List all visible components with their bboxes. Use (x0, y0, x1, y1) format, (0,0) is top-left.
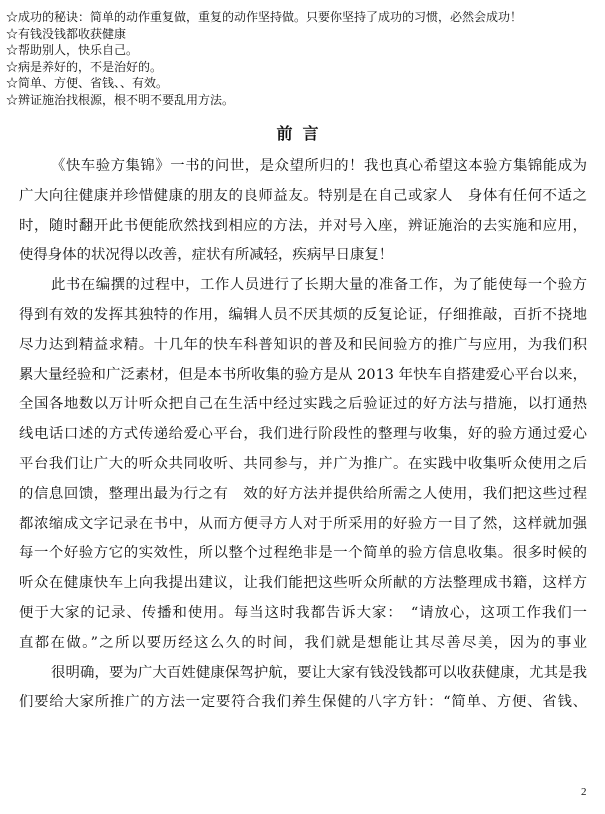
preface-body (19, 152, 587, 718)
motto-line: ☆有钱没钱都收获健康 (6, 26, 127, 41)
body-line: 此书在编撰的过程中，工作人员进行了长期大量的准备工作，为了能使每一个验方 (51, 277, 587, 294)
body-line: 听众在健康快车上向我提出建议，让我们能把这些听众所献的方法整理成书籍，这样方 (19, 575, 587, 592)
motto-line: ☆成功的秘诀：简单的动作重复做，重复的动作坚持做。只要你坚持了成功的习惯，必然会成功！ (6, 10, 523, 24)
body-line: 都浓缩成文字记录在书中，从而方便寻方人对于所采用的好验方一目了然，这样就加强 (19, 515, 587, 532)
body-line: 直都在做。”之所以要历经这么久的时间，我们就是想能让其尽善尽美，因为的事业 (19, 634, 587, 651)
body-line: 便于大家的记录、传播和使用。每当这时我都告诉大家： “请放心，这项工作我们一 (19, 604, 587, 621)
motto-line: ☆简单、方便、省钱、、有效。 (6, 76, 169, 90)
body-line: 累大量经验和广泛素材，但是本书所收集的验方是从 2013 年快车自搭建爱心平台以来， (19, 366, 587, 383)
page-title: 前言 (276, 124, 329, 143)
body-line: 的信息回馈，整理出最为行之有 效的好方法并提供给所需之人使用，我们把这些过程 (19, 485, 587, 502)
body-line: 得到有效的发挥其独特的作用，编辑人员不厌其烦的反复论证，仔细推敲，百折不挠地 (19, 306, 587, 323)
motto-list (6, 9, 596, 108)
body-line: 尽力达到精益求精。十几年的快车科普知识的普及和民间验方的推广与应用，为我们积 (19, 336, 587, 353)
motto-line: ☆病是养好的，不是治好的。 (6, 59, 163, 74)
body-line: 广大向往健康并珍惜健康的朋友的良师益友。特别是在自己或家人 身体有任何不适之 (19, 187, 587, 204)
body-line: 们要给大家所推广的方法一定要符合我们养生保健的八字方针：“简单、方便、省钱、 (19, 694, 587, 711)
motto-line: ☆辨证施治找根源，根不明不要乱用方法。 (6, 92, 235, 107)
body-line: 线电话口述的方式传递给爱心平台，我们进行阶段性的整理与收集，好的验方通过爱心 (19, 426, 587, 443)
body-line: 使得身体的状况得以改善，症状有所减轻，疾病早日康复！ (19, 247, 394, 264)
body-line: 每一个好验方它的实效性，所以整个过程绝非是一个简单的验方信息收集。很多时候的 (19, 545, 587, 562)
page-number: 2 (581, 786, 587, 798)
body-line: 时，随时翻开此书便能欣然找到相应的方法，并对号入座，辨证施治的去实施和应用， (19, 217, 587, 234)
body-line: 《快车验方集锦》一书的问世，是众望所归的！我也真心希望这本验方集锦能成为 (51, 158, 587, 174)
motto-line: ☆帮助别人，快乐自己。 (6, 43, 139, 57)
body-line: 很明确，要为广大百姓健康保驾护航，要让大家有钱没钱都可以收获健康，尤其是我 (51, 664, 587, 681)
body-line: 平台我们让广大的听众共同收听、共同参与，并广为推广。在实践中收集听众使用之后 (19, 455, 587, 472)
body-line: 全国各地数以万计听众把自己在生活中经过实践之后验证过的好方法与措施，以打通热 (19, 396, 587, 413)
